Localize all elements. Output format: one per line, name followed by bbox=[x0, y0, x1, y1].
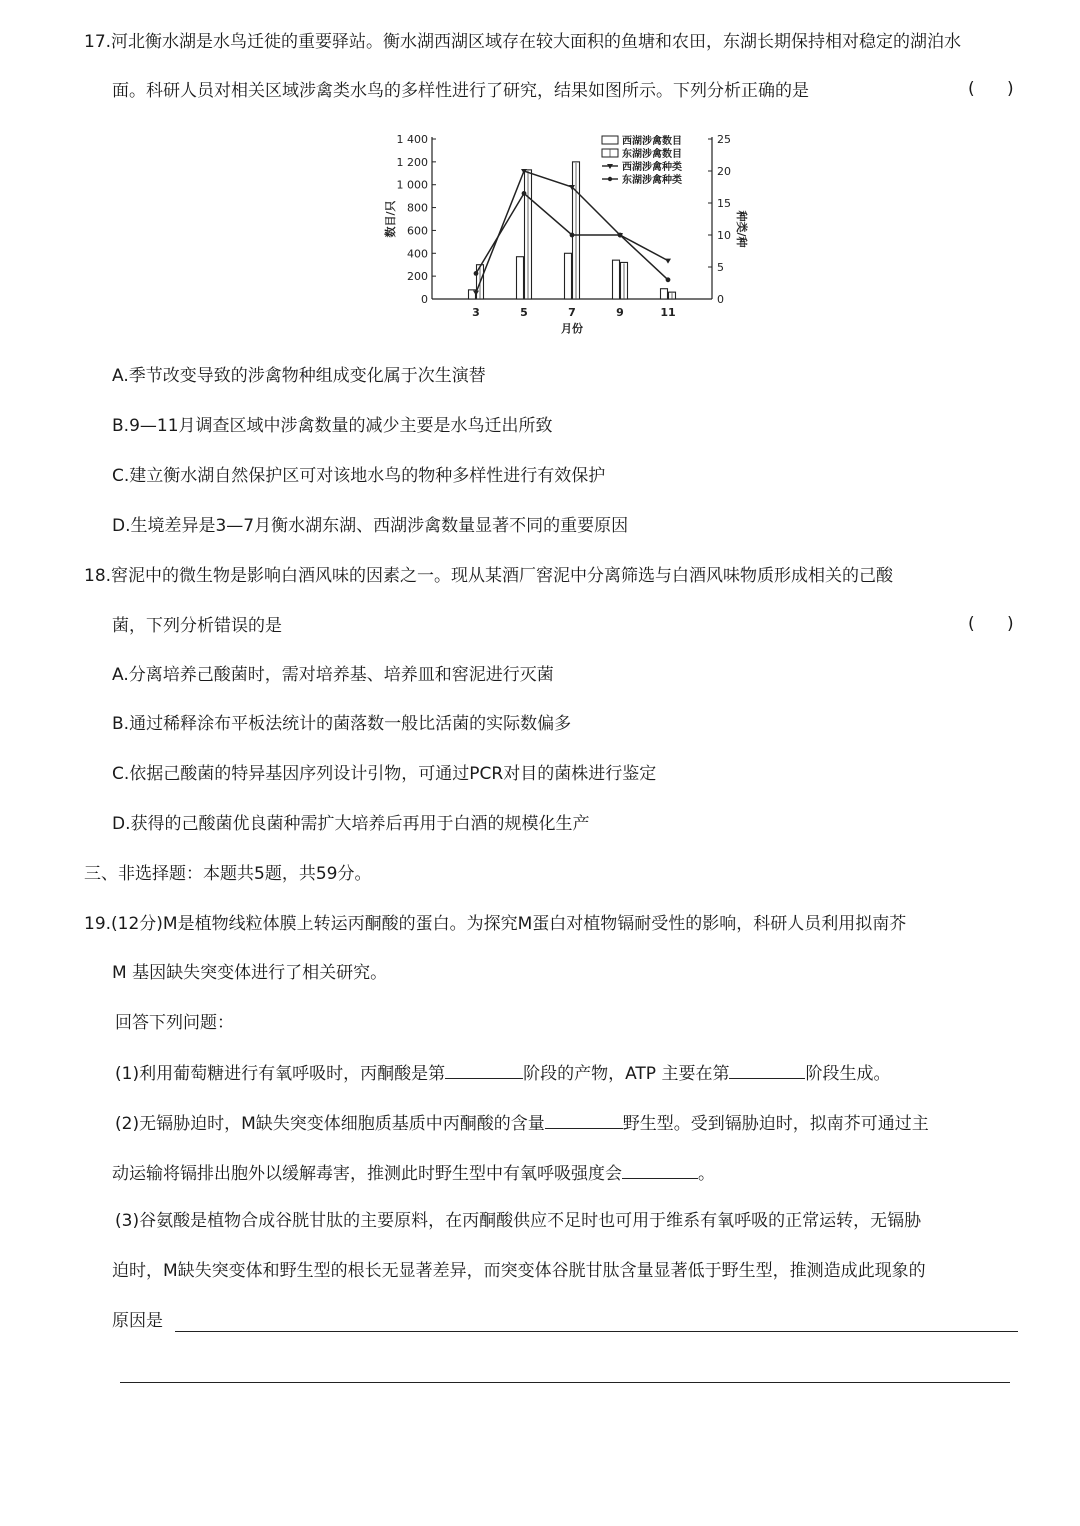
q17-option-c[interactable]: C.建立衡水湖自然保护区可对该地水鸟的物种多样性进行有效保护 bbox=[112, 466, 606, 486]
q19-part2-line2-text-b: 。 bbox=[698, 1164, 715, 1184]
q19-part2-blank-1[interactable] bbox=[545, 1110, 623, 1129]
point-east-species bbox=[474, 271, 479, 276]
x-tick-label: 9 bbox=[616, 306, 624, 319]
left-tick-label: 600 bbox=[407, 224, 428, 238]
legend-label: 东湖涉禽数目 bbox=[622, 149, 682, 160]
chart-axes bbox=[383, 133, 749, 335]
bar-west-count bbox=[565, 253, 572, 299]
left-axis-title: 数目/只 bbox=[384, 200, 397, 238]
q19-stem-line2: M 基因缺失突变体进行了相关研究。 bbox=[112, 963, 388, 983]
right-axis-title: 种类/种 bbox=[735, 210, 748, 248]
q19-part3-answer-line-1[interactable] bbox=[175, 1331, 1018, 1332]
q19-part1-text-a: (1)利用葡萄糖进行有氧呼吸时，丙酮酸是第 bbox=[115, 1064, 446, 1084]
legend-marker-east-species bbox=[608, 177, 612, 181]
q19-part3-line2: 迫时，M缺失突变体和野生型的根长无显著差异，而突变体谷胱甘肽含量显著低于野生型，推测造成此现象的 bbox=[112, 1261, 926, 1281]
point-east-species bbox=[666, 277, 671, 282]
q18-option-b[interactable]: B.通过稀释涂布平板法统计的菌落数一般比活菌的实际数偏多 bbox=[112, 714, 572, 734]
q18-answer-paren: ( ) bbox=[968, 614, 1014, 634]
right-tick-label: 0 bbox=[717, 293, 724, 306]
q19-part1-text-c: 阶段生成。 bbox=[805, 1064, 891, 1084]
legend-label: 西湖涉禽数目 bbox=[622, 136, 682, 147]
legend-swatch-west-count bbox=[602, 136, 618, 144]
right-tick-label: 20 bbox=[717, 165, 731, 178]
q19-part2-text-b: 野生型。受到镉胁迫时，拟南芥可通过主 bbox=[622, 1114, 929, 1134]
q17-stem-line2: 面。科研人员对相关区域涉禽类水鸟的多样性进行了研究，结果如图所示。下列分析正确的是 bbox=[112, 81, 809, 101]
q17-option-b[interactable]: B.9—11月调查区域中涉禽数量的减少主要是水鸟迁出所致 bbox=[112, 416, 553, 436]
q17-option-d[interactable]: D.生境差异是3—7月衡水湖东湖、西湖涉禽数量显著不同的重要原因 bbox=[112, 516, 629, 536]
q19-part2-line2-text-a: 动运输将镉排出胞外以缓解毒害，推测此时野生型中有氧呼吸强度会 bbox=[112, 1164, 622, 1184]
left-tick-label: 1 200 bbox=[396, 155, 428, 169]
left-tick-label: 1 000 bbox=[396, 178, 428, 192]
q18-stem-line2: 菌，下列分析错误的是 bbox=[112, 616, 282, 636]
right-tick-label: 10 bbox=[717, 229, 731, 242]
left-tick-label: 200 bbox=[407, 270, 428, 284]
section-heading: 三、非选择题：本题共5题，共59分。 bbox=[84, 864, 372, 884]
q18-option-c[interactable]: C.依据己酸菌的特异基因序列设计引物，可通过PCR对目的菌株进行鉴定 bbox=[112, 764, 657, 784]
q19-part2 bbox=[115, 1110, 929, 1136]
left-tick-label: 1 400 bbox=[396, 133, 428, 146]
q19-stem-line1: 19.(12分)M是植物线粒体膜上转运丙酮酸的蛋白。为探究M蛋白对植物镉耐受性的影响，科研人员利用拟南芥 bbox=[84, 914, 907, 934]
q19-part3-line1: (3)谷氨酸是植物合成谷胱甘肽的主要原料，在丙酮酸供应不足时也可用于维系有氧呼吸的正常运转，无镉胁 bbox=[115, 1211, 922, 1231]
x-tick-label: 7 bbox=[568, 306, 576, 319]
q19-prompt: 回答下列问题： bbox=[115, 1013, 234, 1033]
q19-part1 bbox=[115, 1060, 890, 1086]
right-tick-label: 5 bbox=[717, 261, 724, 274]
q17-answer-paren: ( ) bbox=[968, 79, 1014, 99]
q19-part1-blank-1[interactable] bbox=[445, 1060, 523, 1079]
x-tick-label: 3 bbox=[472, 306, 480, 319]
left-tick-label: 400 bbox=[407, 247, 428, 261]
q17-stem-line1: 17.河北衡水湖是水鸟迁徙的重要驿站。衡水湖西湖区域存在较大面积的鱼塘和农田，东湖长期保持相对稳定的湖泊水 bbox=[84, 32, 962, 52]
q19-part2-blank-2[interactable] bbox=[622, 1160, 698, 1179]
bar-west-count bbox=[613, 260, 620, 299]
x-tick-label: 11 bbox=[660, 306, 676, 319]
q18-option-a[interactable]: A.分离培养己酸菌时，需对培养基、培养皿和窖泥进行灭菌 bbox=[112, 665, 554, 685]
q19-part2-line2 bbox=[112, 1160, 715, 1186]
bar-west-count bbox=[661, 289, 668, 299]
point-east-species bbox=[570, 233, 575, 238]
right-tick-label: 15 bbox=[717, 197, 731, 210]
left-tick-label: 800 bbox=[407, 201, 428, 215]
q17-chart bbox=[380, 128, 750, 343]
left-tick-label: 0 bbox=[421, 293, 428, 306]
point-east-species bbox=[522, 191, 527, 196]
legend-label: 西湖涉禽种类 bbox=[622, 162, 682, 173]
q17-option-a[interactable]: A.季节改变导致的涉禽物种组成变化属于次生演替 bbox=[112, 366, 486, 386]
q19-part1-blank-2[interactable] bbox=[729, 1060, 805, 1079]
point-west-species bbox=[665, 259, 671, 264]
legend-label: 东湖涉禽种类 bbox=[622, 175, 682, 186]
right-tick-label: 25 bbox=[717, 133, 731, 146]
q19-part1-text-b: 阶段的产物，ATP 主要在第 bbox=[523, 1064, 730, 1084]
x-tick-label: 5 bbox=[520, 306, 528, 319]
q18-option-d[interactable]: D.获得的己酸菌优良菌种需扩大培养后再用于白酒的规模化生产 bbox=[112, 814, 590, 834]
q19-part3-answer-line-2[interactable] bbox=[120, 1382, 1010, 1383]
x-axis-title: 月份 bbox=[561, 322, 583, 335]
bar-west-count bbox=[517, 257, 524, 299]
q18-stem-line1: 18.窖泥中的微生物是影响白酒风味的因素之一。现从某酒厂窖泥中分离筛选与白酒风味物质形成相关的己酸 bbox=[84, 566, 894, 586]
q19-part2-text-a: (2)无镉胁迫时，M缺失突变体细胞质基质中丙酮酸的含量 bbox=[115, 1114, 545, 1134]
chart-legend bbox=[602, 134, 682, 186]
q19-part3-line3: 原因是 bbox=[112, 1311, 163, 1331]
point-east-species bbox=[618, 233, 623, 238]
